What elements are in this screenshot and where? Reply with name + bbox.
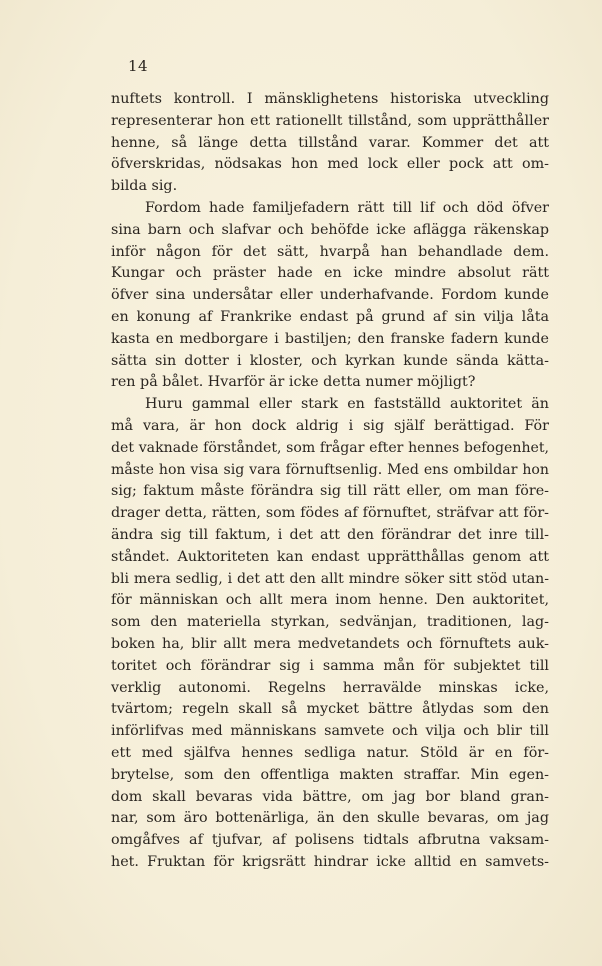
text-line: ändra sig till faktum, i det att den förändrar det inre till- bbox=[111, 526, 549, 543]
text-line: kasta en medborgare i bastiljen; den franske fadern kunde bbox=[111, 330, 549, 347]
text-line: brytelse, som den offentliga makten straffar. Min egen- bbox=[111, 766, 549, 783]
text-line: öfverskridas, nödsakas hon med lock eller pock att om- bbox=[111, 156, 549, 173]
text-line: må vara, är hon dock aldrig i sig själf berättigad. För bbox=[111, 417, 549, 434]
text-line: det vaknade förståndet, som frågar efter hennes befogenhet, bbox=[111, 439, 549, 456]
text-line: inför någon för det sätt, hvarpå han behandlade dem. bbox=[111, 243, 549, 260]
text-line: het. Fruktan för krigsrätt hindrar icke alltid en samvets- bbox=[111, 853, 549, 870]
text-line: bli mera sedlig, i det att den allt mindre söker sitt stöd utan- bbox=[111, 570, 549, 587]
text-line: nuftets kontroll. I mänsklighetens historiska utveckling bbox=[111, 91, 549, 107]
text-line: för människan och allt mera inom henne. Den auktoritet, bbox=[111, 592, 549, 609]
text-line: henne, så länge detta tillstånd varar. Kommer det att bbox=[111, 134, 549, 151]
text-line: införlifvas med människans samvete och vilja och blir till bbox=[111, 723, 549, 740]
text-line: Kungar och präster hade en icke mindre absolut rätt bbox=[111, 265, 549, 282]
text-line: sina barn och slafvar och behöfde icke aflägga räkenskap bbox=[111, 221, 549, 238]
text-line: boken ha, blir allt mera medvetandets och förnuftets auk- bbox=[111, 635, 549, 652]
text-line: verklig autonomi. Regelns herravälde minskas icke, bbox=[111, 679, 549, 696]
text-line: bilda sig. bbox=[111, 178, 178, 195]
text-line: som den materiella styrkan, sedvänjan, traditionen, lag- bbox=[111, 614, 549, 631]
text-line: nar, som äro bottenärliga, än den skulle bevaras, om jag bbox=[111, 810, 549, 827]
text-line: sig; faktum måste förändra sig till rätt eller, om man före- bbox=[111, 483, 549, 500]
text-line: Fordom hade familjefadern rätt till lif och död öfver bbox=[145, 199, 549, 216]
text-line: ren på bålet. Hvarför är icke detta numer möjligt? bbox=[111, 374, 476, 391]
text-line: omgåfves af tjufvar, af polisens tidtals afbrutna vaksam- bbox=[111, 832, 549, 849]
text-line: ett med själfva hennes sedliga natur. Stöld är en för- bbox=[111, 744, 549, 761]
page-number: 14 bbox=[128, 57, 149, 75]
text-line: måste hon visa sig vara förnuftsenlig. Med ens ombildar hon bbox=[111, 461, 549, 478]
text-line: Huru gammal eller stark en fastställd auktoritet än bbox=[145, 396, 549, 413]
text-line: toritet och förändrar sig i samma mån för subjektet till bbox=[111, 657, 549, 674]
text-line: dom skall bevaras vida bättre, om jag bor bland gran- bbox=[111, 788, 549, 805]
text-line: tvärtom; regeln skall så mycket bättre åtlydas som den bbox=[111, 701, 549, 718]
text-line: representerar hon ett rationellt tillstånd, som upprätthåller bbox=[111, 112, 549, 129]
text-line: ståndet. Auktoriteten kan endast upprätthållas genom att bbox=[111, 548, 549, 565]
text-line: sätta sin dotter i kloster, och kyrkan kunde sända kätta- bbox=[111, 352, 549, 369]
text-line: drager detta, rätten, som födes af förnuftet, sträfvar att för- bbox=[111, 505, 549, 522]
text-line: en konung af Frankrike endast på grund af sin vilja låta bbox=[111, 308, 549, 325]
text-line: öfver sina undersåtar eller underhafvande. Fordom kunde bbox=[111, 287, 549, 304]
body-text bbox=[111, 89, 549, 874]
